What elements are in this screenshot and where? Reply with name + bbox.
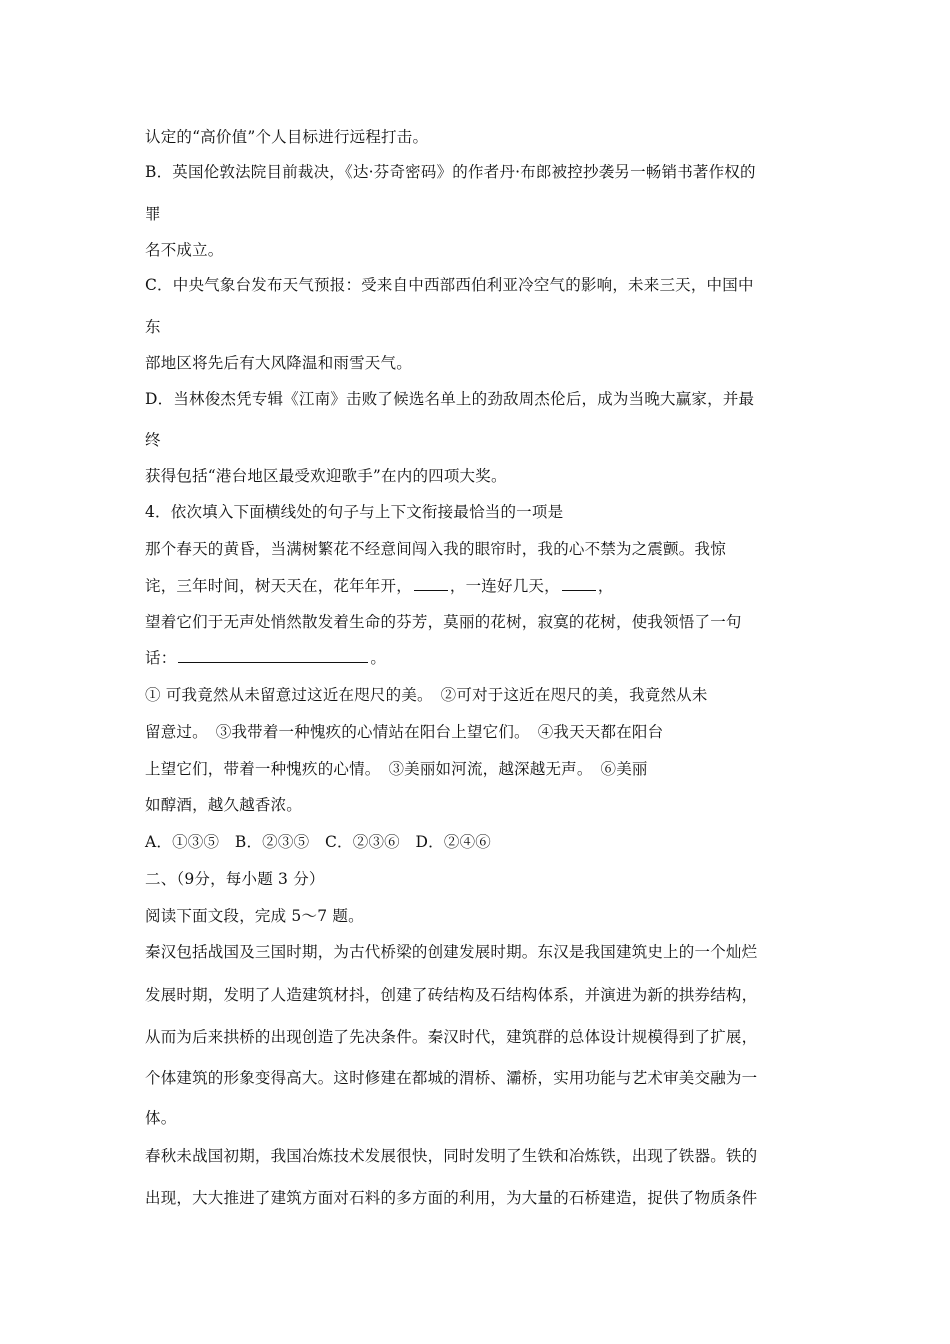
passage-line: 秦汉包括战国及三国时期，为古代桥梁的创建发展时期。东汉是我国建筑史上的一个灿烂 — [145, 943, 758, 961]
choices-line: 如醇酒，越久越香浓。 — [145, 796, 303, 814]
section-heading: 二、（9分，每小题 3 分） — [145, 870, 325, 888]
text-line: 认定的“高价值”个人目标进行远程打击。 — [145, 128, 429, 146]
choices-line: 上望它们，带着一种愧疚的心情。 ③美丽如河流，越深越无声。 ⑥美丽 — [145, 760, 648, 778]
blank-1 — [414, 576, 448, 591]
question-4-title: 4．依次填入下面横线处的句子与上下文衔接最恰当的一项是 — [145, 503, 564, 521]
passage-line: 体。 — [145, 1109, 177, 1127]
blank-3 — [178, 648, 368, 663]
blank-2 — [562, 576, 596, 591]
text-line: 终 — [145, 431, 161, 449]
passage-line: 春秋未战国初期，我国冶炼技术发展很快，同时发明了生铁和冶炼铁，出现了铁器。铁的 — [145, 1147, 758, 1165]
passage-line: 出现，大大推进了建筑方面对石料的多方面的利用，为大量的石桥建造，捉供了物质条件 — [145, 1189, 758, 1207]
text-line: 罪 — [145, 205, 161, 223]
reading-instruction: 阅读下面文段，完成 5～7 题。 — [145, 907, 364, 925]
text-line: 东 — [145, 318, 161, 336]
option-d-line: D．当林俊杰凭专辑《江南》击败了候选名单上的劲敌周杰伦后，成为当晚大赢家，并最 — [145, 390, 755, 408]
text-segment: 诧，三年时间，树天天在，花年年开， — [145, 577, 412, 595]
text-segment: ，一连好几天， — [449, 577, 560, 595]
text-segment: ， — [597, 577, 614, 595]
option-b-line: B．英国伦敦法院目前裁决，《达·芬奇密码》的作者丹·布郎被控抄袭另一畅销书著作权的 — [145, 163, 756, 181]
text-segment: 话： — [145, 649, 177, 667]
text-line: 名不成立。 — [145, 241, 224, 259]
option-c-line: C．中央气象台发布天气预报：受来自中西部西伯利亚冷空气的影响，未来三天，中国中 — [145, 276, 754, 294]
choices-line: 留意过。 ③我带着一种愧疚的心情站在阳台上望它们。 ④我天天都在阳台 — [145, 723, 664, 741]
text-line: 那个春天的黄昏，当满树繁花不经意间闯入我的眼帘时，我的心不禁为之震颤。我惊 — [145, 540, 726, 558]
passage-line: 发展时期，发明了人造建筑材抖，创建了砖结构及石结构体系，并演进为新的拱券结构， — [145, 986, 758, 1004]
passage-line: 从而为后来拱桥的出现创造了先决条件。秦汉时代，建筑群的总体设计规模得到了扩展， — [145, 1028, 758, 1046]
fill-blank-line — [145, 648, 386, 668]
answer-options: A．①③⑤ B．②③⑤ C．②③⑥ D．②④⑥ — [145, 833, 491, 851]
text-line: 获得包括“港台地区最受欢迎歌手”在内的四项大奖。 — [145, 467, 507, 485]
passage-line: 个体建筑的形象变得高大。这时修建在都城的渭桥、灞桥，实用功能与艺术审美交融为一 — [145, 1069, 758, 1087]
text-line: 望着它们于无声处悄然散发着生命的芬芳，莫丽的花树，寂寞的花树，使我领悟了一句 — [145, 613, 742, 631]
text-segment: 。 — [370, 649, 387, 667]
text-line: 部地区将先后有大风降温和雨雪天气。 — [145, 354, 412, 372]
fill-blank-line — [145, 576, 614, 596]
choices-line: ① 可我竟然从未留意过这近在咫尺的美。 ②可对于这近在咫尺的美，我竟然从未 — [145, 686, 708, 704]
